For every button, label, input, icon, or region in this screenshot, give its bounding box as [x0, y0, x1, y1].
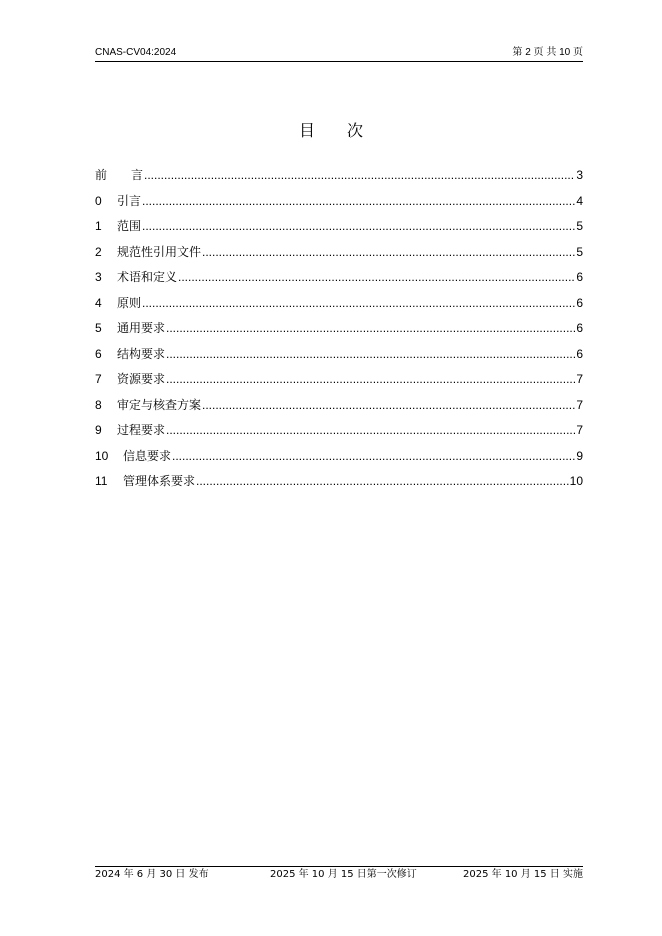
page-header: [95, 47, 583, 62]
toc-entry-page: 10: [569, 474, 583, 488]
toc-entry-label: 原则: [117, 295, 142, 310]
toc-entry-label: 前 言: [95, 168, 144, 182]
toc-leader-dots: [166, 371, 575, 387]
toc-entry-page: 7: [576, 372, 583, 386]
toc-entry-page: 7: [576, 423, 583, 437]
toc-entry-page: 6: [576, 321, 583, 335]
toc-leader-dots: [166, 346, 575, 362]
toc-entry-page: 6: [576, 295, 583, 310]
toc-entry-page: 6: [576, 270, 583, 284]
toc-entry-number: 10: [95, 448, 109, 463]
toc-entry-page: 6: [576, 346, 583, 361]
issue-date: 2024 年 6 月 30 日 发布: [95, 869, 209, 880]
toc-entry-label: 结构要求: [117, 346, 166, 361]
toc-entry-number: 2: [95, 244, 102, 259]
toc-entry-number: 4: [95, 295, 102, 310]
toc-leader-dots: [142, 218, 575, 234]
effective-date: 2025 年 10 月 15 日 实施: [463, 869, 583, 880]
toc-leader-dots: [166, 320, 575, 336]
toc-entry-page: 4: [576, 193, 583, 208]
toc-entry-number: 0: [95, 193, 102, 208]
revision-date: 2025 年 10 月 15 日第一次修订: [270, 869, 417, 880]
toc-entry-number: 9: [95, 423, 102, 437]
toc-entry-label: 信息要求: [123, 448, 172, 463]
toc-entry-number: 7: [95, 372, 102, 386]
toc-entry-number: 3: [95, 270, 102, 284]
toc-leader-dots: [144, 167, 575, 183]
document-code: CNAS-CV04:2024: [95, 47, 177, 58]
toc-leader-dots: [172, 448, 575, 464]
toc-entry-2[interactable]: [95, 244, 583, 270]
toc-entry-6[interactable]: [95, 346, 583, 372]
toc-leader-dots: [178, 269, 575, 285]
toc-entry-label: 术语和定义: [117, 270, 178, 284]
toc-entry-11[interactable]: [95, 473, 583, 499]
toc-entry-number: 6: [95, 346, 102, 361]
toc-leader-dots: [196, 473, 569, 489]
toc-entry-page: 5: [576, 219, 583, 233]
table-of-contents: [95, 167, 583, 499]
toc-entry-label: 管理体系要求: [123, 474, 196, 488]
toc-entry-4[interactable]: [95, 295, 583, 321]
toc-entry-label: 范围: [117, 219, 142, 233]
toc-entry-label: 过程要求: [117, 423, 166, 437]
toc-entry-0[interactable]: [95, 193, 583, 219]
toc-leader-dots: [142, 295, 575, 311]
toc-leader-dots: [202, 244, 575, 260]
toc-entry-label: 规范性引用文件: [117, 244, 202, 259]
toc-entry-10[interactable]: [95, 448, 583, 474]
toc-title: 目 次: [298, 121, 363, 140]
toc-entry-page: 5: [576, 244, 583, 259]
toc-entry-number: 11: [95, 474, 108, 488]
toc-entry-page: 7: [576, 397, 583, 412]
toc-leader-dots: [142, 193, 575, 209]
toc-entry-8[interactable]: [95, 397, 583, 423]
toc-entry-label: 审定与核查方案: [117, 397, 202, 412]
toc-entry-number: 1: [95, 219, 102, 233]
page-number-info: 第 2 页 共 10 页: [512, 47, 583, 58]
toc-entry-7[interactable]: [95, 371, 583, 397]
toc-entry-5[interactable]: [95, 320, 583, 346]
toc-entry-page: 3: [576, 168, 583, 182]
toc-entry-9[interactable]: [95, 422, 583, 448]
toc-entry-label: 资源要求: [117, 372, 166, 386]
toc-entry-page: 9: [576, 448, 583, 463]
page-footer: [95, 866, 583, 880]
toc-entry-label: 通用要求: [117, 321, 166, 335]
toc-entry-label: 引言: [117, 193, 142, 208]
toc-leader-dots: [202, 397, 575, 413]
toc-leader-dots: [166, 422, 575, 438]
toc-entry-foreword[interactable]: [95, 167, 583, 193]
toc-entry-3[interactable]: [95, 269, 583, 295]
toc-entry-number: 8: [95, 397, 102, 412]
toc-entry-number: 5: [95, 321, 102, 335]
toc-entry-1[interactable]: [95, 218, 583, 244]
